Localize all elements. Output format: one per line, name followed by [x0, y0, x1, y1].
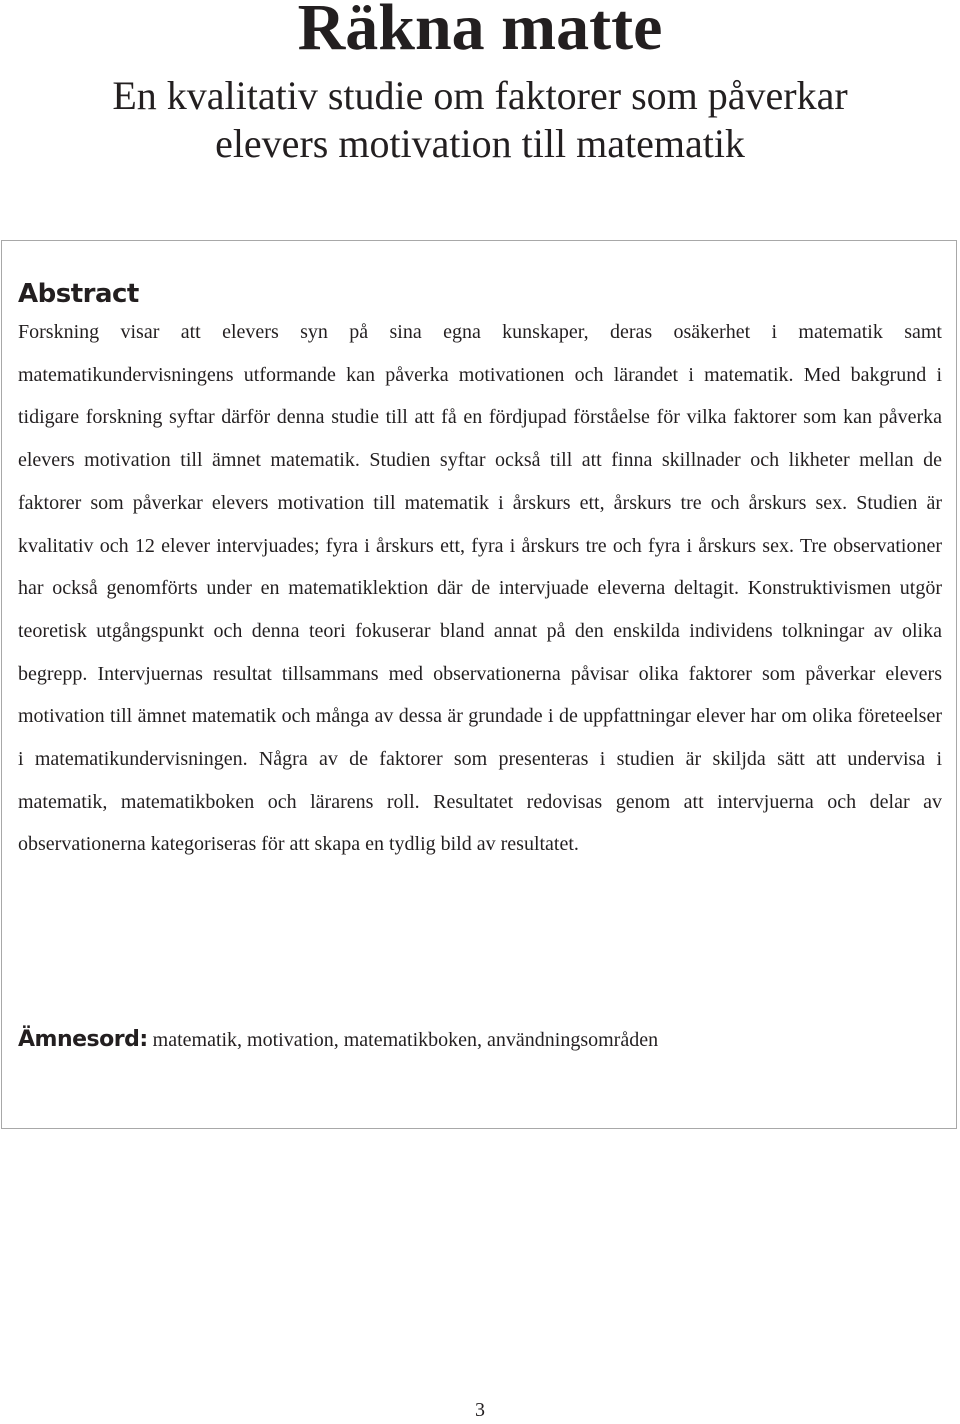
subtitle-line-2: elevers motivation till matematik: [215, 121, 745, 166]
abstract-heading: Abstract: [18, 279, 139, 309]
subtitle-line-1: En kvalitativ studie om faktorer som påverkar: [112, 73, 848, 118]
document-title: Räkna matte: [297, 0, 663, 64]
page-number: 3: [475, 1399, 485, 1421]
abstract-body: Forskning visar att elevers syn på sina egna kunskaper, deras osäkerhet i matematik samt matematikundervisningens utformande kan påverka motivationen och lärandet i matematik. Med bakgrund i tidigare forskning syftar därför denna studie till att få en fördjupad förståelse för vilka faktorer som kan påverka elevers motivation till ämnet matematik. Studien syftar också till att finna skillnader och likheter mellan de faktorer som påverkar elevers motivation till matematik i årskurs ett, årskurs tre och årskurs sex. Studien är kvalitativ och 12 elever intervjuades; fyra i årskurs ett, fyra i årskurs tre och fyra i årskurs sex. Tre observationer har också genomförts under en matematiklektion där de intervjuade eleverna deltagit. Konstruktivismen utgör teoretisk utgångspunkt och denna teori fokuserar bland annat på den enskilda individens tolkningar av olika begrepp. Intervjuernas resultat tillsammans med observationerna påvisar olika faktorer som påverkar elevers motivation till ämnet matematik och många av dessa är grundade i de uppfattningar elever har om olika företeelser i matematikundervisningen. Några av de faktorer som presenteras i studien är skiljda sätt att undervisa i matematik, matematikboken och lärarens roll. Resultatet redovisas genom att intervjuerna och delar av observationerna kategoriseras för att skapa en tydlig bild av resultatet.: [18, 321, 942, 856]
keywords: [18, 1022, 942, 1058]
document-subtitle: [0, 72, 960, 168]
keywords-label: Ämnesord:: [18, 1027, 148, 1052]
keywords-list: matematik, motivation, matematikboken, användningsområden: [152, 1029, 659, 1051]
